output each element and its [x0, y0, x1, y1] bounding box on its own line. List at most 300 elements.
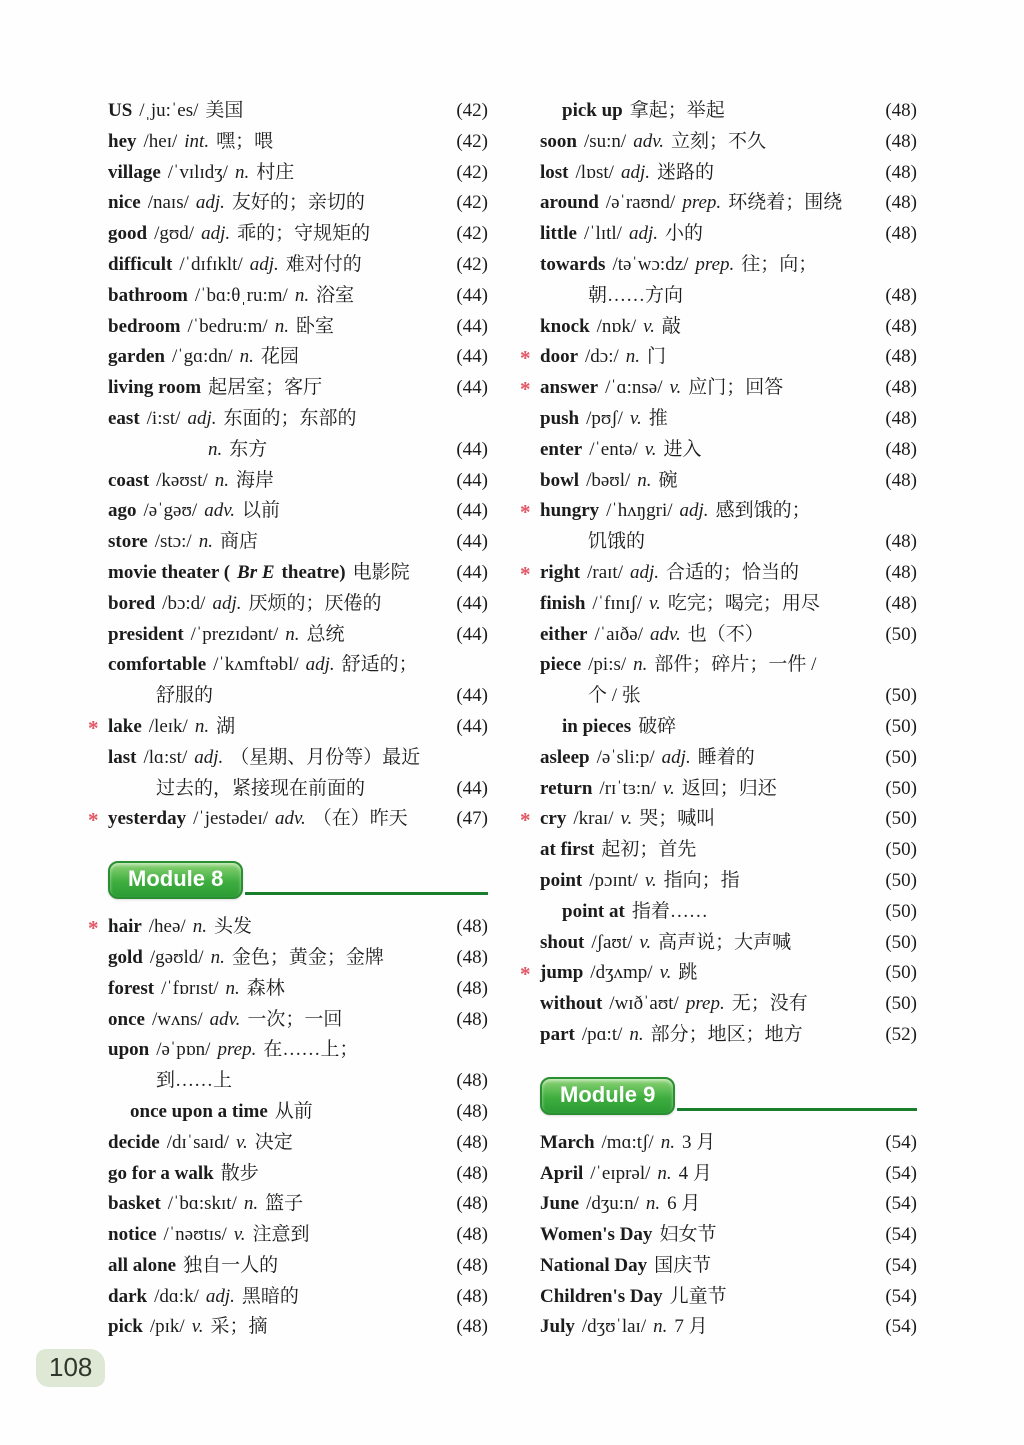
vocab-continuation: [540, 527, 917, 558]
headword: point: [540, 869, 583, 891]
module-underline: [677, 1108, 917, 1111]
star-icon: *: [520, 561, 531, 586]
phonetic: /ˈbedru:m/: [187, 315, 268, 337]
page-ref: (47): [456, 808, 488, 830]
gloss: 3 月: [681, 1131, 716, 1153]
headword: at first: [540, 839, 595, 861]
vocab-entry: [108, 527, 488, 558]
part-of-speech: int.: [184, 130, 210, 152]
gloss: 电影院: [352, 561, 410, 583]
headword: hey: [108, 130, 137, 152]
headword: bored: [108, 592, 156, 614]
gloss: 森林: [246, 977, 285, 999]
vocab-entry: [108, 466, 488, 497]
part-of-speech: n.: [194, 715, 210, 737]
part-of-speech: v.: [659, 962, 672, 984]
vocab-entry: [520, 496, 917, 527]
column-right: [520, 96, 917, 1343]
vocab-entry: [540, 1251, 917, 1282]
phonetic: /rɪˈtɜ:n/: [599, 777, 656, 799]
headword: push: [540, 407, 580, 429]
part-of-speech: v.: [620, 808, 633, 830]
headword: pick up: [562, 100, 623, 121]
page-ref: (42): [456, 253, 488, 275]
gloss: 海岸: [236, 469, 275, 491]
vocab-entry: [520, 342, 917, 373]
headword: all alone: [108, 1254, 177, 1276]
page-ref: (44): [456, 715, 488, 737]
vocab-entry: [540, 1020, 917, 1051]
part-of-speech: prep.: [682, 192, 722, 214]
vocab-entry: [520, 373, 917, 404]
vocab-entry: [540, 250, 917, 281]
module-badge: Module 9: [540, 1077, 675, 1115]
part-of-speech: n.: [198, 531, 213, 553]
star-icon: *: [520, 346, 531, 371]
phonetic: /ˈhʌŋgri/: [606, 500, 673, 522]
part-of-speech: adj.: [679, 500, 709, 522]
star-icon: *: [520, 500, 531, 525]
vocab-entry: [540, 866, 917, 897]
gloss: 立刻；不久: [670, 130, 766, 152]
headword: June: [540, 1193, 580, 1215]
gloss: 哭；喊叫: [639, 808, 716, 830]
headword: bathroom: [108, 284, 188, 306]
gloss: 浴室: [316, 284, 355, 306]
headword: around: [540, 192, 599, 214]
vocab-entry: [540, 774, 917, 805]
phonetic: /raɪt/: [587, 561, 623, 583]
part-of-speech: v.: [662, 777, 675, 799]
page-ref: (50): [885, 808, 917, 830]
vocab-entry: [88, 712, 488, 743]
vocab-entry: [540, 1128, 917, 1159]
page-ref: (44): [456, 500, 488, 522]
headword: nice: [108, 192, 141, 214]
gloss: 碗: [658, 469, 678, 491]
vocab-entry: [540, 466, 917, 497]
vocab-entry: [108, 1097, 488, 1128]
headword: without: [540, 993, 603, 1015]
page-ref: (44): [456, 346, 488, 368]
gloss: 头发: [213, 916, 252, 938]
headword: bowl: [540, 469, 580, 491]
page-ref: (48): [885, 407, 917, 429]
phonetic: /ˈdɪfɪklt/: [179, 253, 243, 275]
page-ref: (44): [456, 469, 488, 491]
part-of-speech: n.: [208, 438, 223, 460]
vocab-continuation: [108, 774, 488, 805]
gloss: 饥饿的: [588, 531, 646, 553]
vocab-entry: [520, 804, 917, 835]
gloss: 决定: [254, 1131, 293, 1153]
part-of-speech: adj.: [661, 746, 691, 768]
vocab-continuation: [540, 681, 917, 712]
vocab-entry: [540, 712, 917, 743]
page-ref: (44): [456, 623, 488, 645]
vocab-entry: [540, 435, 917, 466]
gloss: 注意到: [252, 1224, 310, 1246]
page-ref: (48): [885, 469, 917, 491]
part-of-speech: n.: [625, 346, 641, 368]
headword: garden: [108, 346, 165, 368]
phonetic: /lɑ:st/: [143, 746, 188, 768]
headword: cry: [540, 808, 567, 830]
page-ref: (50): [885, 962, 917, 984]
vocab-entry: [540, 158, 917, 189]
headword: store: [108, 531, 148, 553]
gloss: 金色；黄金；金牌: [231, 946, 384, 968]
headword: village: [108, 161, 161, 183]
page-ref: (48): [885, 346, 917, 368]
page-ref: (48): [456, 1224, 488, 1246]
gloss: 独自一人的: [183, 1254, 279, 1276]
gloss: 吃完；喝完；用尽: [667, 592, 820, 614]
gloss: 一次；一回: [247, 1008, 343, 1030]
page-number-badge: 108: [36, 1349, 105, 1387]
vocab-entry: [108, 96, 488, 127]
gloss: 7 月: [674, 1316, 708, 1338]
headword: go for a walk: [108, 1162, 214, 1184]
headword: once upon a time: [130, 1100, 268, 1122]
phonetic: /əˈgəʊ/: [143, 500, 198, 522]
headword: part: [540, 1023, 575, 1045]
part-of-speech: adv.: [204, 500, 235, 522]
vocab-entry: [540, 897, 917, 928]
page-ref: (48): [885, 223, 917, 245]
gloss: 儿童节: [669, 1285, 727, 1307]
gloss: 环绕着；围绕: [728, 192, 843, 214]
vocab-entry: [108, 974, 488, 1005]
vocab-entry: [108, 558, 488, 589]
phonetic: /əˈpɒn/: [156, 1039, 211, 1061]
phonetic: /ˈbɑ:skɪt/: [167, 1193, 237, 1215]
vocab-entry: [108, 1005, 488, 1036]
gloss: 嘿；喂: [216, 130, 274, 152]
headword: movie theater (: [108, 561, 231, 583]
vocab-entry: [540, 1312, 917, 1343]
headword: president: [108, 623, 184, 645]
gloss: 卧室: [295, 315, 334, 337]
vocab-entry: [540, 1220, 917, 1251]
page-ref: (50): [885, 715, 917, 737]
gloss: 指着……: [631, 900, 708, 922]
headword: theatre): [281, 561, 346, 583]
phonetic: /pɔɪnt/: [589, 869, 638, 891]
headword: upon: [108, 1039, 150, 1061]
phonetic: /dɪˈsaɪd/: [166, 1131, 229, 1153]
page-ref: (42): [456, 100, 488, 121]
gloss: 到……上: [156, 1070, 233, 1092]
page-ref: (44): [456, 685, 488, 707]
star-icon: *: [88, 916, 99, 941]
gloss: 无；没有: [731, 993, 808, 1015]
gloss: 从前: [274, 1100, 313, 1122]
part-of-speech: n.: [239, 346, 254, 368]
phonetic: /ˈfɒrɪst/: [161, 977, 219, 999]
part-of-speech: v.: [233, 1224, 246, 1246]
phonetic: /pi:s/: [588, 654, 627, 676]
vocab-entry: [540, 312, 917, 343]
part-of-speech: adj.: [630, 561, 660, 583]
phonetic: /mɑ:tʃ/: [601, 1131, 654, 1153]
headword: US: [108, 100, 133, 121]
part-of-speech: n.: [210, 946, 225, 968]
vocab-entry: [540, 127, 917, 158]
phonetic: /bəʊl/: [586, 469, 631, 491]
page-ref: (54): [885, 1316, 917, 1338]
gloss: 朝……方向: [588, 284, 684, 306]
vocab-entry: [108, 250, 488, 281]
gloss: 进入: [663, 438, 702, 460]
part-of-speech: v.: [639, 931, 652, 953]
page-ref: (44): [456, 531, 488, 553]
part-of-speech: adv.: [650, 623, 681, 645]
page-ref: (48): [456, 1316, 488, 1338]
gloss: 黑暗的: [241, 1285, 299, 1307]
headword: Women's Day: [540, 1224, 653, 1246]
part-of-speech: adj.: [620, 161, 650, 183]
headword: door: [540, 346, 578, 368]
phonetic: /ˈnəʊtɪs/: [163, 1224, 227, 1246]
headword: right: [540, 561, 581, 583]
page-ref: (44): [456, 777, 488, 799]
gloss: 往；向；: [741, 253, 818, 275]
phonetic: /ˈkʌmftəbl/: [213, 654, 299, 676]
gloss: 起居室；客厅: [208, 377, 323, 399]
headword: jump: [540, 962, 584, 984]
gloss: 推: [648, 407, 668, 429]
vocab-entry: [108, 743, 488, 774]
headword: lost: [540, 161, 569, 183]
phonetic: /ˈeɪprəl/: [590, 1162, 651, 1184]
headword: July: [540, 1316, 575, 1338]
page-ref: (48): [456, 1285, 488, 1307]
phonetic: /leɪk/: [148, 715, 188, 737]
part-of-speech: n.: [285, 623, 300, 645]
phonetic: /dɑ:k/: [154, 1285, 199, 1307]
headword: knock: [540, 315, 590, 337]
vocab-entry: [108, 1282, 488, 1313]
page-ref: (50): [885, 746, 917, 768]
page-ref: (48): [456, 977, 488, 999]
gloss: 跳: [678, 962, 698, 984]
gloss: 采；摘: [210, 1316, 268, 1338]
headword: decide: [108, 1131, 160, 1153]
gloss: 东方: [229, 438, 268, 460]
headword: National Day: [540, 1254, 648, 1276]
part-of-speech: adj.: [205, 1285, 235, 1307]
headword: notice: [108, 1224, 157, 1246]
headword: last: [108, 746, 137, 768]
page-ref: (54): [885, 1162, 917, 1184]
headword: little: [540, 223, 577, 245]
phonetic: /ˈvɪlɪdʒ/: [167, 161, 228, 183]
vocab-entry: [520, 558, 917, 589]
part-of-speech: adj.: [212, 592, 242, 614]
gloss: 门: [647, 346, 667, 368]
gloss: 合适的；恰当的: [666, 561, 800, 583]
vocab-entry: [108, 1035, 488, 1066]
gloss: 起初；首先: [601, 839, 697, 861]
part-of-speech: n.: [629, 1023, 644, 1045]
page-ref: (48): [456, 1162, 488, 1184]
part-of-speech: v.: [669, 377, 682, 399]
part-of-speech: n.: [645, 1193, 661, 1215]
vocab-continuation: [108, 1066, 488, 1097]
vocab-entry: [108, 589, 488, 620]
page-ref: (48): [885, 284, 917, 306]
gloss: 花园: [260, 346, 299, 368]
vocab-entry: [108, 1189, 488, 1220]
page-ref: (54): [885, 1193, 917, 1215]
part-of-speech: n.: [274, 315, 289, 337]
phonetic: /wɪðˈaʊt/: [609, 993, 679, 1015]
page-ref: (50): [885, 839, 917, 861]
gloss: 4 月: [678, 1162, 712, 1184]
star-icon: *: [520, 377, 531, 402]
vocab-entry: [108, 127, 488, 158]
page-ref: (44): [456, 438, 488, 460]
headword: lake: [108, 715, 142, 737]
vocab-continuation: [540, 281, 917, 312]
vocab-entry: [108, 312, 488, 343]
page-ref: (54): [885, 1285, 917, 1307]
page-ref: (48): [456, 916, 488, 938]
page-ref: (48): [885, 161, 917, 183]
phonetic: /heə/: [148, 916, 186, 938]
star-icon: *: [520, 962, 531, 987]
part-of-speech: n.: [294, 284, 310, 306]
phonetic: /gəʊld/: [149, 946, 204, 968]
page-ref: (42): [456, 161, 488, 183]
page-ref: (48): [885, 192, 917, 214]
phonetic: /nɒk/: [596, 315, 637, 337]
part-of-speech: v.: [644, 869, 657, 891]
headword: difficult: [108, 253, 173, 275]
headword: return: [540, 777, 593, 799]
phonetic: /stɔ:/: [154, 531, 192, 553]
phonetic: /ˈlɪtl/: [583, 223, 622, 245]
gloss: 6 月: [667, 1193, 701, 1215]
phonetic: /ˈbɑ:θˌru:m/: [194, 284, 288, 306]
gloss: 商店: [219, 531, 258, 553]
page-ref: (50): [885, 900, 917, 922]
part-of-speech: adj.: [201, 223, 231, 245]
module-badge: Module 8: [108, 861, 243, 899]
phonetic: /i:st/: [146, 407, 181, 429]
part-of-speech: prep.: [217, 1039, 257, 1061]
page-ref: (54): [885, 1224, 917, 1246]
headword: comfortable: [108, 654, 207, 676]
vocab-entry: [540, 1189, 917, 1220]
phonetic: /pɑ:t/: [581, 1023, 623, 1045]
gloss: 美国: [205, 100, 244, 121]
gloss: 在……上；: [263, 1039, 359, 1061]
headword: answer: [540, 377, 599, 399]
gloss: 返回；归还: [681, 777, 777, 799]
gloss: 个 / 张: [588, 685, 641, 707]
phonetic: /kəʊst/: [156, 469, 208, 491]
page-ref: (48): [885, 100, 917, 121]
page-ref: (50): [885, 685, 917, 707]
vocab-entry: [520, 958, 917, 989]
phonetic: /naɪs/: [147, 192, 189, 214]
headword: hungry: [540, 500, 600, 522]
vocab-entry: [88, 804, 488, 835]
phonetic: /dʒʌmp/: [590, 962, 653, 984]
headword: coast: [108, 469, 150, 491]
phonetic: /ˈprezɪdənt/: [190, 623, 279, 645]
headword: pick: [108, 1316, 143, 1338]
headword: either: [540, 623, 588, 645]
page-ref: (44): [456, 284, 488, 306]
vocab-entry: [540, 835, 917, 866]
vocab-entry: [108, 219, 488, 250]
star-icon: *: [520, 808, 531, 833]
phonetic: /gʊd/: [154, 223, 195, 245]
phonetic: /bɔ:d/: [162, 592, 206, 614]
headword: piece: [540, 654, 582, 676]
star-icon: *: [88, 715, 99, 740]
part-of-speech: v.: [644, 438, 657, 460]
headword: dark: [108, 1285, 148, 1307]
part-of-speech: n.: [192, 916, 207, 938]
page-ref: (50): [885, 869, 917, 891]
part-of-speech: adj.: [187, 407, 217, 429]
page-ref: (44): [456, 561, 488, 583]
page-ref: (48): [885, 438, 917, 460]
phonetic: /ˈɑ:nsə/: [605, 377, 663, 399]
phonetic: /pʊʃ/: [586, 407, 623, 429]
headword: March: [540, 1131, 595, 1153]
page-ref: (52): [885, 1023, 917, 1045]
phonetic: /su:n/: [583, 130, 627, 152]
part-of-speech: n.: [653, 1316, 668, 1338]
vocab-entry: [108, 158, 488, 189]
page-ref: (50): [885, 623, 917, 645]
part-of-speech: adv.: [209, 1008, 241, 1030]
vocab-entry: [88, 912, 488, 943]
gloss: 散步: [220, 1162, 259, 1184]
vocab-entry: [540, 620, 917, 651]
part-of-speech: n.: [243, 1193, 259, 1215]
headword: finish: [540, 592, 586, 614]
vocab-entry: [108, 1312, 488, 1343]
phonetic: /ˈaɪðə/: [594, 623, 644, 645]
part-of-speech: prep.: [685, 993, 725, 1015]
phonetic: /dʒʊˈlaɪ/: [581, 1316, 647, 1338]
headword: bedroom: [108, 315, 181, 337]
vocab-entry: [108, 496, 488, 527]
vocab-entry: [540, 1282, 917, 1313]
phonetic: /dɔ:/: [585, 346, 619, 368]
headword-italic: Br E: [237, 561, 275, 583]
page-ref: (48): [456, 1193, 488, 1215]
vocab-entry: [540, 928, 917, 959]
page-ref: (48): [456, 1008, 488, 1030]
vocab-entry: [540, 743, 917, 774]
gloss: 破碎: [638, 715, 677, 737]
vocab-entry: [540, 219, 917, 250]
page-ref: (48): [885, 592, 917, 614]
module-underline: [245, 892, 488, 895]
gloss: 过去的，紧接现在前面的: [156, 777, 366, 799]
vocab-entry: [108, 281, 488, 312]
page-ref: (48): [885, 315, 917, 337]
gloss: 篮子: [265, 1193, 304, 1215]
phonetic: /əˈraʊnd/: [605, 192, 676, 214]
